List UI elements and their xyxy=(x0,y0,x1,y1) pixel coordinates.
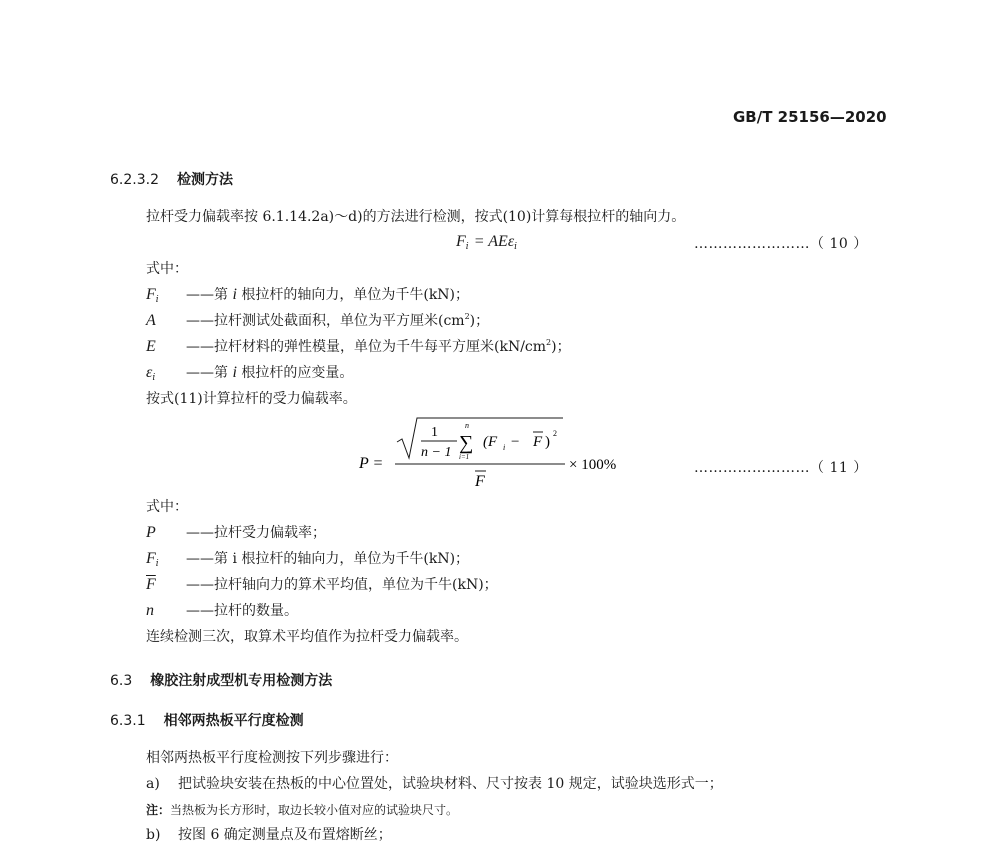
definition-E xyxy=(146,336,571,356)
def-text: 拉杆测试处截面积，单位为平方厘米(cm xyxy=(214,313,465,329)
def-symbol: $\overline{F}$ xyxy=(146,576,156,593)
def-symbol: F xyxy=(146,550,156,567)
step-a xyxy=(146,773,723,793)
def-sup: 2 xyxy=(546,338,552,347)
eq11-times: × 100% xyxy=(569,457,617,473)
def-var: i xyxy=(232,286,237,303)
definition2-Fi xyxy=(146,548,469,569)
eq10-sub-i: i xyxy=(465,242,469,252)
eq11-intro: 按式(11)计算拉杆的受力偏载率。 xyxy=(146,391,357,407)
def-sup: 2 xyxy=(464,312,470,321)
def-text: 拉杆材料的弹性模量，单位为千牛每平方厘米(kN/cm xyxy=(214,339,547,355)
section-title: 橡胶注射成型机专用检测方法 xyxy=(150,673,333,689)
section-number: 6.2.3.2 xyxy=(110,172,159,188)
def-text: ——拉杆的数量。 xyxy=(186,603,298,619)
where-label: 式中： xyxy=(146,261,188,277)
eq11-sum-bottom: i=1 xyxy=(459,453,470,461)
eq11-sum-top: n xyxy=(465,421,469,430)
def-symbol: n xyxy=(146,602,154,619)
def-dash: ——第 xyxy=(186,365,233,381)
definition2-Fbar xyxy=(146,574,498,594)
eq11-lhs: P = xyxy=(359,455,384,472)
eq10-rhs: = AEε xyxy=(473,233,515,250)
section-heading-6-3 xyxy=(110,670,332,690)
standard-number: GB/T 25156—2020 xyxy=(733,108,887,126)
section-heading-6-2-3-2 xyxy=(110,169,233,189)
definition2-n xyxy=(146,600,298,620)
equation-number-10: ……………………（ 10 ） xyxy=(694,236,868,252)
definition-A xyxy=(146,310,489,330)
section-number: 6.3.1 xyxy=(110,713,146,729)
def-dash: ——第 xyxy=(186,287,233,303)
section-title: 检测方法 xyxy=(176,172,233,188)
paragraph-intro: 拉杆受力偏载率按 6.1.14.2a)～d)的方法进行检测，按式(10)计算每根拉杆的轴向力。 xyxy=(146,209,686,225)
eq10-F: F xyxy=(456,233,466,250)
def-tail: )； xyxy=(551,339,571,355)
def-dash: —— xyxy=(186,313,214,329)
def-var: i xyxy=(232,364,237,381)
step-b-text: 按图 6 确定测量点及布置熔断丝； xyxy=(178,827,392,843)
eq11-square: 2 xyxy=(553,429,557,438)
paragraph-631-intro: 相邻两热板平行度检测按下列步骤进行： xyxy=(146,750,398,766)
def-symbol-sub: i xyxy=(155,559,159,569)
eq11-den: n − 1 xyxy=(421,445,452,460)
def-text: ——拉杆受力偏载率； xyxy=(186,525,326,541)
def-text: 根拉杆的应变量。 xyxy=(236,365,354,381)
def-symbol: ε xyxy=(146,364,153,381)
section-title: 相邻两热板平行度检测 xyxy=(163,713,304,729)
where-label-2: 式中： xyxy=(146,499,188,515)
definition-epsilon xyxy=(146,362,353,383)
def-symbol-sub: i xyxy=(155,295,159,305)
equation-number-11: ……………………（ 11 ） xyxy=(694,460,868,476)
note-text: 当热板为长方形时，取边长较小值对应的试验块尺寸。 xyxy=(170,803,459,817)
def-symbol: E xyxy=(146,338,156,355)
def-symbol-sub: i xyxy=(152,373,156,383)
eq11-fbar: F xyxy=(475,473,485,490)
def-text: ——第 i 根拉杆的轴向力，单位为千牛(kN)； xyxy=(186,551,470,567)
eq11-term-end: ) xyxy=(545,434,550,450)
def-symbol: F xyxy=(146,286,156,303)
eq11-one: 1 xyxy=(431,425,438,440)
def-tail: )； xyxy=(469,313,490,329)
equation-11 xyxy=(355,412,645,494)
eq11-term: (F xyxy=(483,434,498,450)
step-b xyxy=(146,824,392,844)
definition2-P xyxy=(146,522,326,542)
eq10-rhs-sub-i: i xyxy=(514,242,518,252)
section-number: 6.3 xyxy=(110,673,133,689)
eq11-sigma: ∑ xyxy=(459,432,474,454)
def-symbol: A xyxy=(146,312,156,329)
section-heading-6-3-1 xyxy=(110,710,304,730)
note xyxy=(146,801,458,818)
def-text: 根拉杆的轴向力，单位为千牛(kN)； xyxy=(236,287,470,303)
note-label: 注： xyxy=(146,803,171,817)
def-text: ——拉杆轴向力的算术平均值，单位为千牛(kN)； xyxy=(186,577,498,593)
def-dash: —— xyxy=(186,339,214,355)
eq11-term-mid: − xyxy=(511,434,520,450)
equation-10 xyxy=(456,231,517,252)
definition-Fi xyxy=(146,284,469,305)
step-b-label: b) xyxy=(146,827,161,843)
conclusion: 连续检测三次，取算术平均值作为拉杆受力偏载率。 xyxy=(146,629,468,645)
eq11-term-sub: i xyxy=(503,443,506,452)
step-a-text: 把试验块安装在热板的中心位置处，试验块材料、尺寸按表 10 规定，试验块选形式一； xyxy=(178,776,723,792)
def-symbol: P xyxy=(146,524,156,541)
eq11-term-bar: F xyxy=(533,434,543,450)
step-a-label: a) xyxy=(146,776,160,792)
